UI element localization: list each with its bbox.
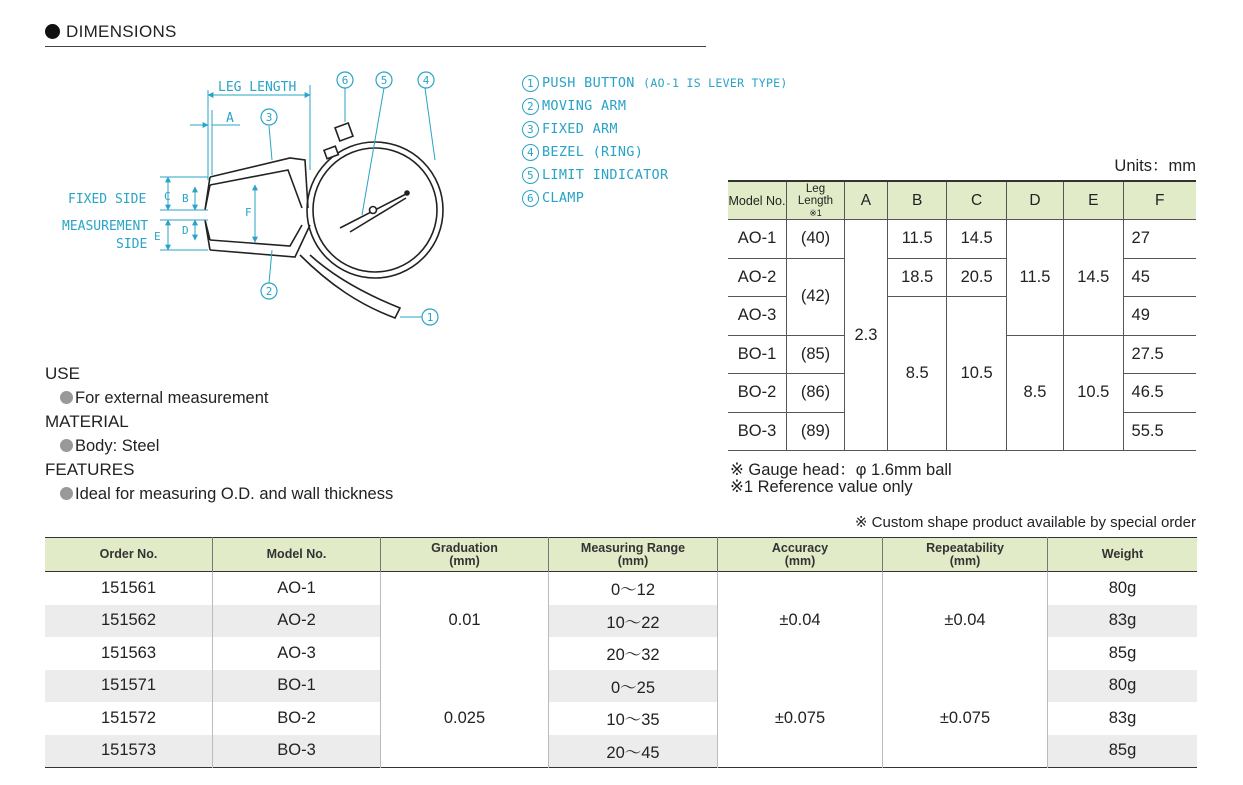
cell-f: 49 xyxy=(1123,297,1196,336)
dimension-table-header xyxy=(728,181,1196,220)
header-model: Model No. xyxy=(728,181,787,220)
callout-2: 2 xyxy=(265,285,273,298)
dimension-table xyxy=(728,180,1196,451)
reference-note: ※1 Reference value only xyxy=(730,478,913,496)
dim-d-label: D xyxy=(182,224,189,237)
header-range-unit: (mm) xyxy=(617,553,649,568)
bullet-icon xyxy=(60,391,73,404)
header-e: E xyxy=(1064,181,1123,220)
header-order-no: Order No. xyxy=(45,538,213,572)
dim-e-label: E xyxy=(154,230,161,243)
features-item xyxy=(60,485,393,504)
cell-a: 2.3 xyxy=(845,220,888,451)
legend-item-6 xyxy=(522,186,584,210)
header-measuring-range xyxy=(549,538,718,572)
cell-model: AO-2 xyxy=(728,258,787,297)
measurement-side-label-2: SIDE xyxy=(116,237,148,252)
cell-order-no: 151572 xyxy=(100,708,157,727)
header-accuracy-unit: (mm) xyxy=(784,553,816,568)
cell-f: 27 xyxy=(1123,220,1196,259)
dim-a-label: A xyxy=(226,111,234,126)
section-title xyxy=(45,22,177,42)
cell-model-no: AO-3 xyxy=(213,637,381,670)
material-item xyxy=(60,437,159,456)
table-row xyxy=(45,670,1197,703)
header-graduation xyxy=(381,538,549,572)
cell-accuracy: ±0.04 xyxy=(718,572,883,670)
legend-text-6: CLAMP xyxy=(542,190,585,206)
use-item-text: For external measurement xyxy=(75,389,269,407)
cell-f: 46.5 xyxy=(1123,374,1196,413)
custom-order-note: ※ Custom shape product available by special order xyxy=(854,514,1196,531)
callout-3: 3 xyxy=(265,111,273,124)
cell-model: AO-1 xyxy=(728,220,787,259)
legend-text-2: MOVING ARM xyxy=(542,98,627,114)
cell-repeatability: ±0.075 xyxy=(883,670,1048,768)
features-item-text: Ideal for measuring O.D. and wall thickness xyxy=(75,485,394,503)
material-heading: MATERIAL xyxy=(45,412,129,431)
header-repeatability-text: Repeatability xyxy=(926,540,1004,555)
callout-1: 1 xyxy=(426,311,434,324)
legend-text-1: PUSH BUTTON xyxy=(542,75,635,91)
legend-item-5 xyxy=(522,163,668,187)
legend-note-1: (AO-1 IS LEVER TYPE) xyxy=(643,76,788,90)
header-leg-length-text: Leg Length xyxy=(797,182,834,207)
header-weight: Weight xyxy=(1048,538,1198,572)
header-model-no: Model No. xyxy=(213,538,381,572)
cell-b: 11.5 xyxy=(887,220,946,259)
header-repeatability xyxy=(883,538,1048,572)
cell-order-no: 151571 xyxy=(45,670,213,703)
legend-num-5: 5 xyxy=(522,167,539,184)
dim-f-label: F xyxy=(245,206,252,219)
cell-weight: 80g xyxy=(1048,670,1198,703)
callout-5: 5 xyxy=(380,74,388,87)
cell-model: BO-3 xyxy=(728,412,787,451)
header-repeatability-unit: (mm) xyxy=(949,553,981,568)
title-divider xyxy=(45,46,706,47)
header-graduation-unit: (mm) xyxy=(449,553,480,568)
gauge-head-note: ※ Gauge head：φ 1.6mm ball xyxy=(730,461,952,479)
cell-model-no: AO-2 xyxy=(213,605,381,638)
cell-range: 20～45 xyxy=(549,735,718,768)
header-b: B xyxy=(887,181,946,220)
cell-c: 20.5 xyxy=(947,258,1006,297)
cell-model-no: BO-1 xyxy=(213,670,381,703)
header-leg-ref: ※1 xyxy=(809,207,822,218)
order-table-header xyxy=(45,538,1197,572)
cell-leg: (42) xyxy=(787,258,845,335)
header-c: C xyxy=(947,181,1006,220)
dim-b-label: B xyxy=(182,192,189,205)
cell-range: 10～35 xyxy=(549,702,718,735)
legend-num-6: 6 xyxy=(522,190,539,207)
legend-num-2: 2 xyxy=(522,98,539,115)
legend-item-4 xyxy=(522,140,643,164)
cell-leg: (85) xyxy=(787,335,845,374)
cell-repeatability: ±0.04 xyxy=(883,572,1048,670)
cell-model-no: AO-1 xyxy=(213,572,381,605)
cell-range: 10～22 xyxy=(549,605,718,638)
order-table xyxy=(45,537,1197,768)
legend-num-4: 4 xyxy=(522,144,539,161)
header-accuracy xyxy=(718,538,883,572)
legend-text-4: BEZEL (RING) xyxy=(542,144,644,160)
cell-range: 20～32 xyxy=(549,637,718,670)
cell-range: 0～12 xyxy=(549,572,718,605)
header-accuracy-text: Accuracy xyxy=(771,540,829,555)
table-row xyxy=(728,220,1196,259)
cell-b: 8.5 xyxy=(887,297,946,451)
cell-weight: 85g xyxy=(1048,637,1198,670)
cell-weight: 83g xyxy=(1048,702,1198,735)
cell-f: 45 xyxy=(1123,258,1196,297)
legend-text-5: LIMIT INDICATOR xyxy=(542,167,669,183)
leg-length-label: LEG LENGTH xyxy=(218,80,297,95)
cell-e: 10.5 xyxy=(1064,335,1123,451)
cell-order-no: 151573 xyxy=(45,735,213,768)
cell-order-no: 151562 xyxy=(45,605,213,638)
use-item xyxy=(60,389,269,408)
cell-graduation: 0.01 xyxy=(381,572,549,670)
cell-order-no: 151561 xyxy=(100,578,157,597)
bullet-dot-icon xyxy=(45,24,60,39)
header-f: F xyxy=(1123,181,1196,220)
section-title-text: DIMENSIONS xyxy=(66,22,177,41)
units-label: Units：mm xyxy=(1114,157,1196,175)
material-item-text: Body: Steel xyxy=(75,437,160,455)
table-row xyxy=(728,258,1196,297)
bullet-icon xyxy=(60,439,73,452)
legend-item-1 xyxy=(522,71,788,95)
cell-graduation: 0.025 xyxy=(381,670,549,768)
legend-num-3: 3 xyxy=(522,121,539,138)
legend-item-3 xyxy=(522,117,618,141)
cell-d: 8.5 xyxy=(1006,335,1063,451)
cell-weight: 85g xyxy=(1048,735,1198,768)
legend-text-3: FIXED ARM xyxy=(542,121,618,137)
cell-order-no: 151563 xyxy=(100,643,157,662)
cell-model: BO-1 xyxy=(728,335,787,374)
cell-model-no: BO-3 xyxy=(213,735,381,768)
legend-item-2 xyxy=(522,94,626,118)
fixed-side-label: FIXED SIDE xyxy=(68,192,147,207)
legend-num-1: 1 xyxy=(522,75,539,92)
cell-range: 0～25 xyxy=(549,670,718,703)
cell-f: 55.5 xyxy=(1123,412,1196,451)
cell-model-no: BO-2 xyxy=(213,702,381,735)
cell-b: 18.5 xyxy=(887,258,946,297)
cell-weight: 80g xyxy=(1048,572,1198,605)
cell-e: 14.5 xyxy=(1064,220,1123,336)
cell-leg: (89) xyxy=(787,412,845,451)
dim-c-label: C xyxy=(164,190,171,203)
callout-4: 4 xyxy=(422,74,430,87)
header-d: D xyxy=(1006,181,1063,220)
cell-f: 27.5 xyxy=(1123,335,1196,374)
table-row xyxy=(45,572,1197,605)
cell-leg: (86) xyxy=(787,374,845,413)
header-range-text: Measuring Range xyxy=(580,540,686,555)
cell-weight: 83g xyxy=(1048,605,1198,638)
header-graduation-text: Graduation xyxy=(431,540,498,555)
features-heading: FEATURES xyxy=(45,460,135,479)
bullet-icon xyxy=(60,487,73,500)
cell-c: 10.5 xyxy=(947,297,1006,451)
cell-accuracy: ±0.075 xyxy=(718,670,883,768)
measurement-side-label: MEASUREMENT xyxy=(62,219,149,234)
cell-model: BO-2 xyxy=(728,374,787,413)
header-leg-length xyxy=(787,181,845,220)
callout-6: 6 xyxy=(341,74,349,87)
use-heading: USE xyxy=(45,364,80,383)
cell-leg: (40) xyxy=(787,220,845,259)
cell-c: 14.5 xyxy=(947,220,1006,259)
header-a: A xyxy=(845,181,888,220)
cell-model: AO-3 xyxy=(728,297,787,336)
cell-d: 11.5 xyxy=(1006,220,1063,336)
